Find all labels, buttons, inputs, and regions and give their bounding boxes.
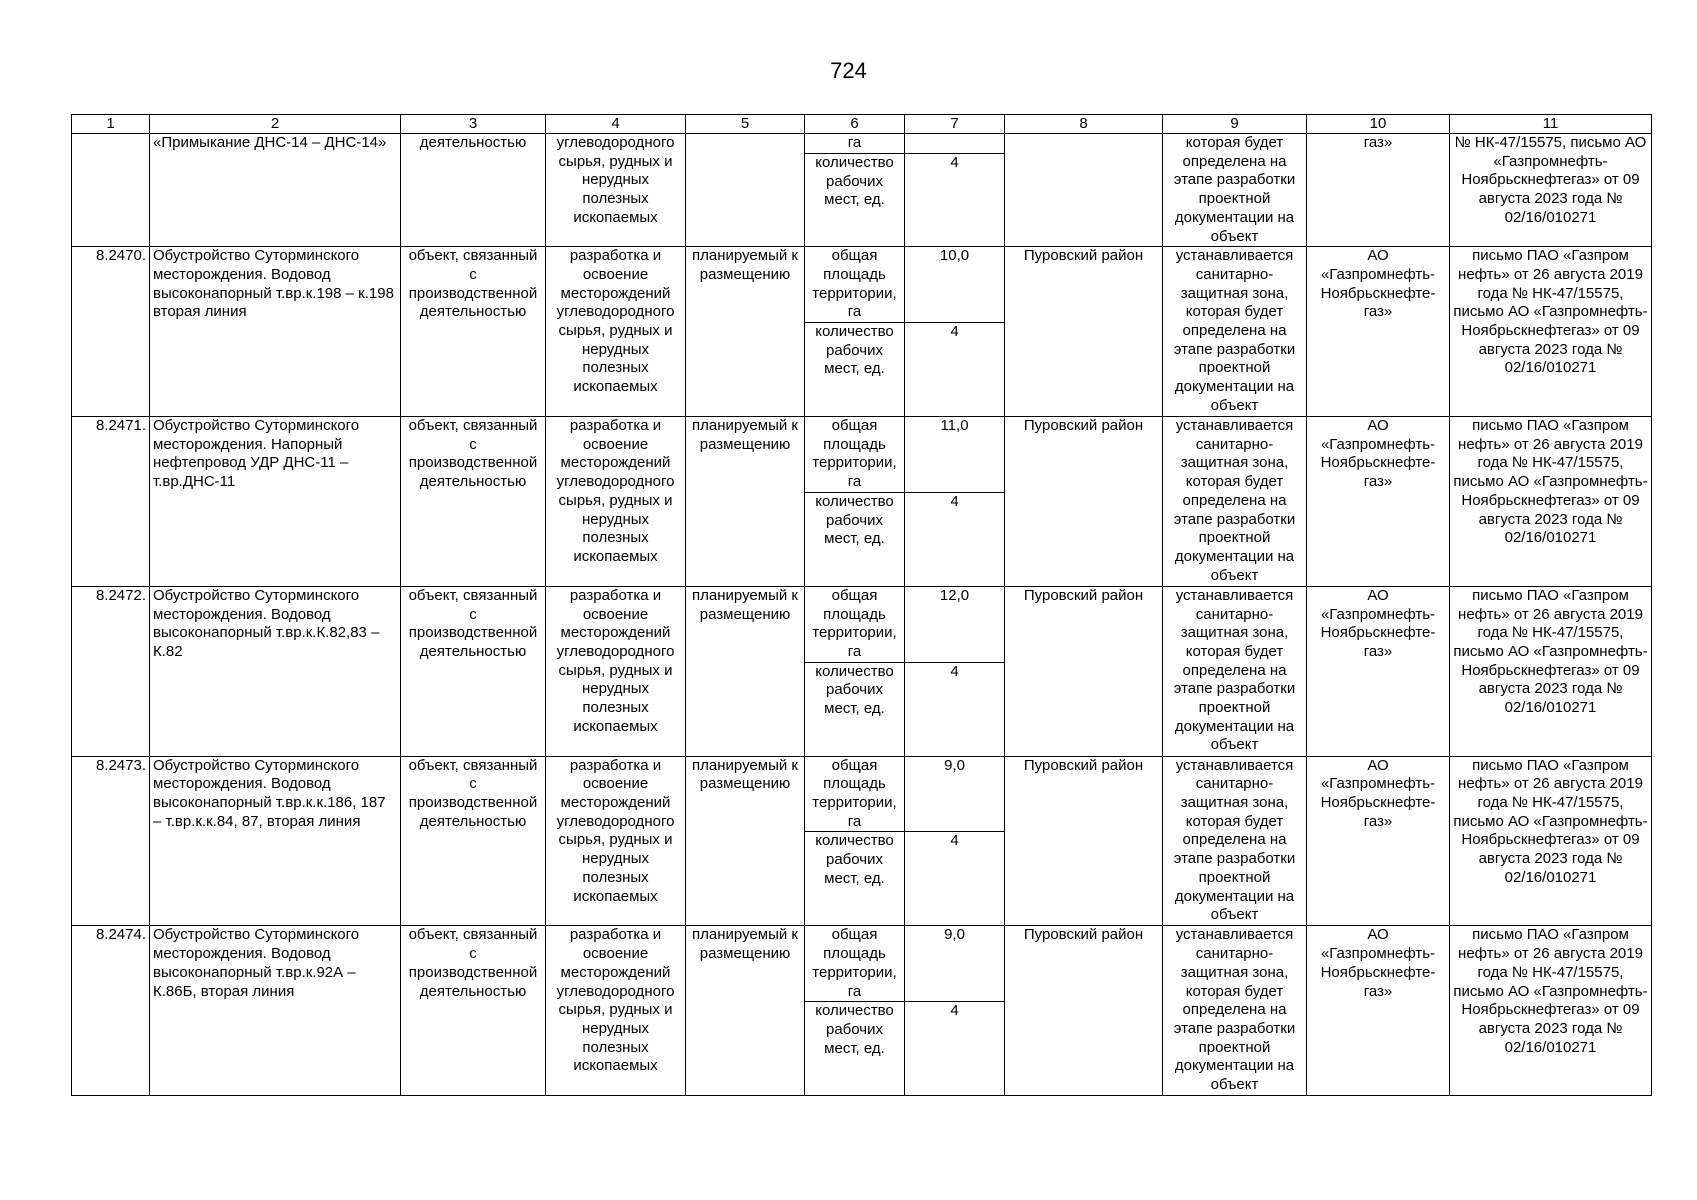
page-number: 724 (830, 58, 867, 83)
column-header: 5 (686, 115, 805, 134)
cell-area-label: общая площадь территории, га (805, 926, 905, 1002)
table-row-continuation (72, 134, 1652, 154)
cell-workers-label: количество рабочих мест, ед. (805, 492, 905, 586)
cell-workers-value: 4 (905, 154, 1005, 247)
cell-basis: № НК-47/15575, письмо АО «Газпромнефть-Ноябрьскнефтегаз» от 09 августа 2023 года № 02/16/010271 (1450, 134, 1652, 247)
cell-basis: письмо ПАО «Газпром нефть» от 26 августа 2019 года № НК-47/15575, письмо АО «Газпромнефть-Ноябрьскнефтегаз» от 09 августа 2023 года № 02/16/010271 (1450, 926, 1652, 1096)
cell-type: объект, связанный с производственной деятельностью (401, 926, 546, 1096)
column-header: 3 (401, 115, 546, 134)
cell-name: Обустройство Суторминского месторождения. Водовод высоконапорный т.вр.к.198 – к.198 вторая линия (150, 247, 401, 417)
cell-purpose: разработка и освоение месторождений углеводородного сырья, рудных и нерудных полезных ископаемых (546, 586, 686, 756)
table-row (72, 586, 1652, 662)
cell-zone: устанавливается санитарно-защитная зона, которая будет определена на этапе разработки проектной документации на объект (1163, 756, 1307, 926)
cell-workers-value: 4 (905, 1002, 1005, 1096)
table-row (72, 756, 1652, 832)
cell-area-label: общая площадь территории, га (805, 586, 905, 662)
cell-zone: устанавливается санитарно-защитная зона, которая будет определена на этапе разработки проектной документации на объект (1163, 417, 1307, 587)
cell-location: Пуровский район (1005, 926, 1163, 1096)
cell-status (686, 134, 805, 247)
cell-basis: письмо ПАО «Газпром нефть» от 26 августа 2019 года № НК-47/15575, письмо АО «Газпромнефть-Ноябрьскнефтегаз» от 09 августа 2023 года № 02/16/010271 (1450, 247, 1652, 417)
cell-id: 8.2473. (72, 756, 150, 926)
cell-location: Пуровский район (1005, 586, 1163, 756)
cell-workers-label: количество рабочих мест, ед. (805, 832, 905, 926)
cell-zone: устанавливается санитарно-защитная зона, которая будет определена на этапе разработки проектной документации на объект (1163, 926, 1307, 1096)
table-row (72, 417, 1652, 493)
column-header: 1 (72, 115, 150, 134)
cell-name: Обустройство Суторминского месторождения. Напорный нефтепровод УДР ДНС-11 – т.вр.ДНС-11 (150, 417, 401, 587)
cell-area-value: 12,0 (905, 586, 1005, 662)
cell-status: планируемый к размещению (686, 586, 805, 756)
cell-type: объект, связанный с производственной деятельностью (401, 756, 546, 926)
cell-area-value: 11,0 (905, 417, 1005, 493)
cell-basis: письмо ПАО «Газпром нефть» от 26 августа 2019 года № НК-47/15575, письмо АО «Газпромнефть-Ноябрьскнефтегаз» от 09 августа 2023 года № 02/16/010271 (1450, 756, 1652, 926)
cell-id (72, 134, 150, 247)
cell-id: 8.2471. (72, 417, 150, 587)
cell-area-value: 10,0 (905, 247, 1005, 323)
cell-purpose: углеводородного сырья, рудных и нерудных полезных ископаемых (546, 134, 686, 247)
cell-owner: АО «Газпромнефть-Ноябрьскнефте-газ» (1307, 417, 1450, 587)
cell-owner: АО «Газпромнефть-Ноябрьскнефте-газ» (1307, 586, 1450, 756)
column-header: 7 (905, 115, 1005, 134)
cell-owner: АО «Газпромнефть-Ноябрьскнефте-газ» (1307, 756, 1450, 926)
cell-workers-label: количество рабочих мест, ед. (805, 323, 905, 417)
cell-name: Обустройство Суторминского месторождения. Водовод высоконапорный т.вр.к.92А – К.86Б, вторая линия (150, 926, 401, 1096)
cell-basis: письмо ПАО «Газпром нефть» от 26 августа 2019 года № НК-47/15575, письмо АО «Газпромнефть-Ноябрьскнефтегаз» от 09 августа 2023 года № 02/16/010271 (1450, 586, 1652, 756)
cell-name: «Примыкание ДНС-14 – ДНС-14» (150, 134, 401, 247)
cell-workers-value: 4 (905, 832, 1005, 926)
cell-type: объект, связанный с производственной деятельностью (401, 417, 546, 587)
cell-area-value: 9,0 (905, 756, 1005, 832)
table-row (72, 247, 1652, 323)
cell-workers-label: количество рабочих мест, ед. (805, 662, 905, 756)
cell-owner: газ» (1307, 134, 1450, 247)
cell-type: объект, связанный с производственной деятельностью (401, 586, 546, 756)
cell-workers-value: 4 (905, 492, 1005, 586)
cell-name: Обустройство Суторминского месторождения. Водовод высоконапорный т.вр.к.к.186, 187 – т.вр.к.к.84, 87, вторая линия (150, 756, 401, 926)
cell-id: 8.2472. (72, 586, 150, 756)
cell-workers-label: количество рабочих мест, ед. (805, 154, 905, 247)
cell-workers-value: 4 (905, 662, 1005, 756)
cell-id: 8.2474. (72, 926, 150, 1096)
cell-purpose: разработка и освоение месторождений углеводородного сырья, рудных и нерудных полезных ископаемых (546, 926, 686, 1096)
cell-location: Пуровский район (1005, 417, 1163, 587)
cell-area-label: общая площадь территории, га (805, 417, 905, 493)
cell-type: деятельностью (401, 134, 546, 247)
table-row (72, 926, 1652, 1002)
cell-area-label: общая площадь территории, га (805, 247, 905, 323)
objects-table (71, 114, 1652, 1096)
cell-owner: АО «Газпромнефть-Ноябрьскнефте-газ» (1307, 926, 1450, 1096)
column-header: 11 (1450, 115, 1652, 134)
cell-status: планируемый к размещению (686, 926, 805, 1096)
cell-status: планируемый к размещению (686, 247, 805, 417)
column-header: 8 (1005, 115, 1163, 134)
cell-location (1005, 134, 1163, 247)
cell-basis: письмо ПАО «Газпром нефть» от 26 августа 2019 года № НК-47/15575, письмо АО «Газпромнефть-Ноябрьскнефтегаз» от 09 августа 2023 года № 02/16/010271 (1450, 417, 1652, 587)
column-header: 4 (546, 115, 686, 134)
cell-area-label: общая площадь территории, га (805, 756, 905, 832)
cell-zone: устанавливается санитарно-защитная зона, которая будет определена на этапе разработки проектной документации на объект (1163, 247, 1307, 417)
cell-purpose: разработка и освоение месторождений углеводородного сырья, рудных и нерудных полезных ископаемых (546, 756, 686, 926)
cell-zone: устанавливается санитарно-защитная зона, которая будет определена на этапе разработки проектной документации на объект (1163, 586, 1307, 756)
cell-id: 8.2470. (72, 247, 150, 417)
cell-status: планируемый к размещению (686, 756, 805, 926)
cell-type: объект, связанный с производственной деятельностью (401, 247, 546, 417)
cell-location: Пуровский район (1005, 247, 1163, 417)
cell-purpose: разработка и освоение месторождений углеводородного сырья, рудных и нерудных полезных ископаемых (546, 247, 686, 417)
cell-status: планируемый к размещению (686, 417, 805, 587)
cell-zone: которая будет определена на этапе разработки проектной документации на объект (1163, 134, 1307, 247)
cell-purpose: разработка и освоение месторождений углеводородного сырья, рудных и нерудных полезных ископаемых (546, 417, 686, 587)
cell-area-label: га (805, 134, 905, 154)
cell-location: Пуровский район (1005, 756, 1163, 926)
cell-area-value: 9,0 (905, 926, 1005, 1002)
column-header: 6 (805, 115, 905, 134)
column-number-row (72, 115, 1652, 134)
column-header: 10 (1307, 115, 1450, 134)
cell-name: Обустройство Суторминского месторождения. Водовод высоконапорный т.вр.к.К.82,83 – К.82 (150, 586, 401, 756)
column-header: 9 (1163, 115, 1307, 134)
cell-owner: АО «Газпромнефть-Ноябрьскнефте-газ» (1307, 247, 1450, 417)
table-body (72, 247, 1652, 1096)
cell-workers-value: 4 (905, 323, 1005, 417)
column-header: 2 (150, 115, 401, 134)
cell-area-value (905, 134, 1005, 154)
cell-workers-label: количество рабочих мест, ед. (805, 1002, 905, 1096)
